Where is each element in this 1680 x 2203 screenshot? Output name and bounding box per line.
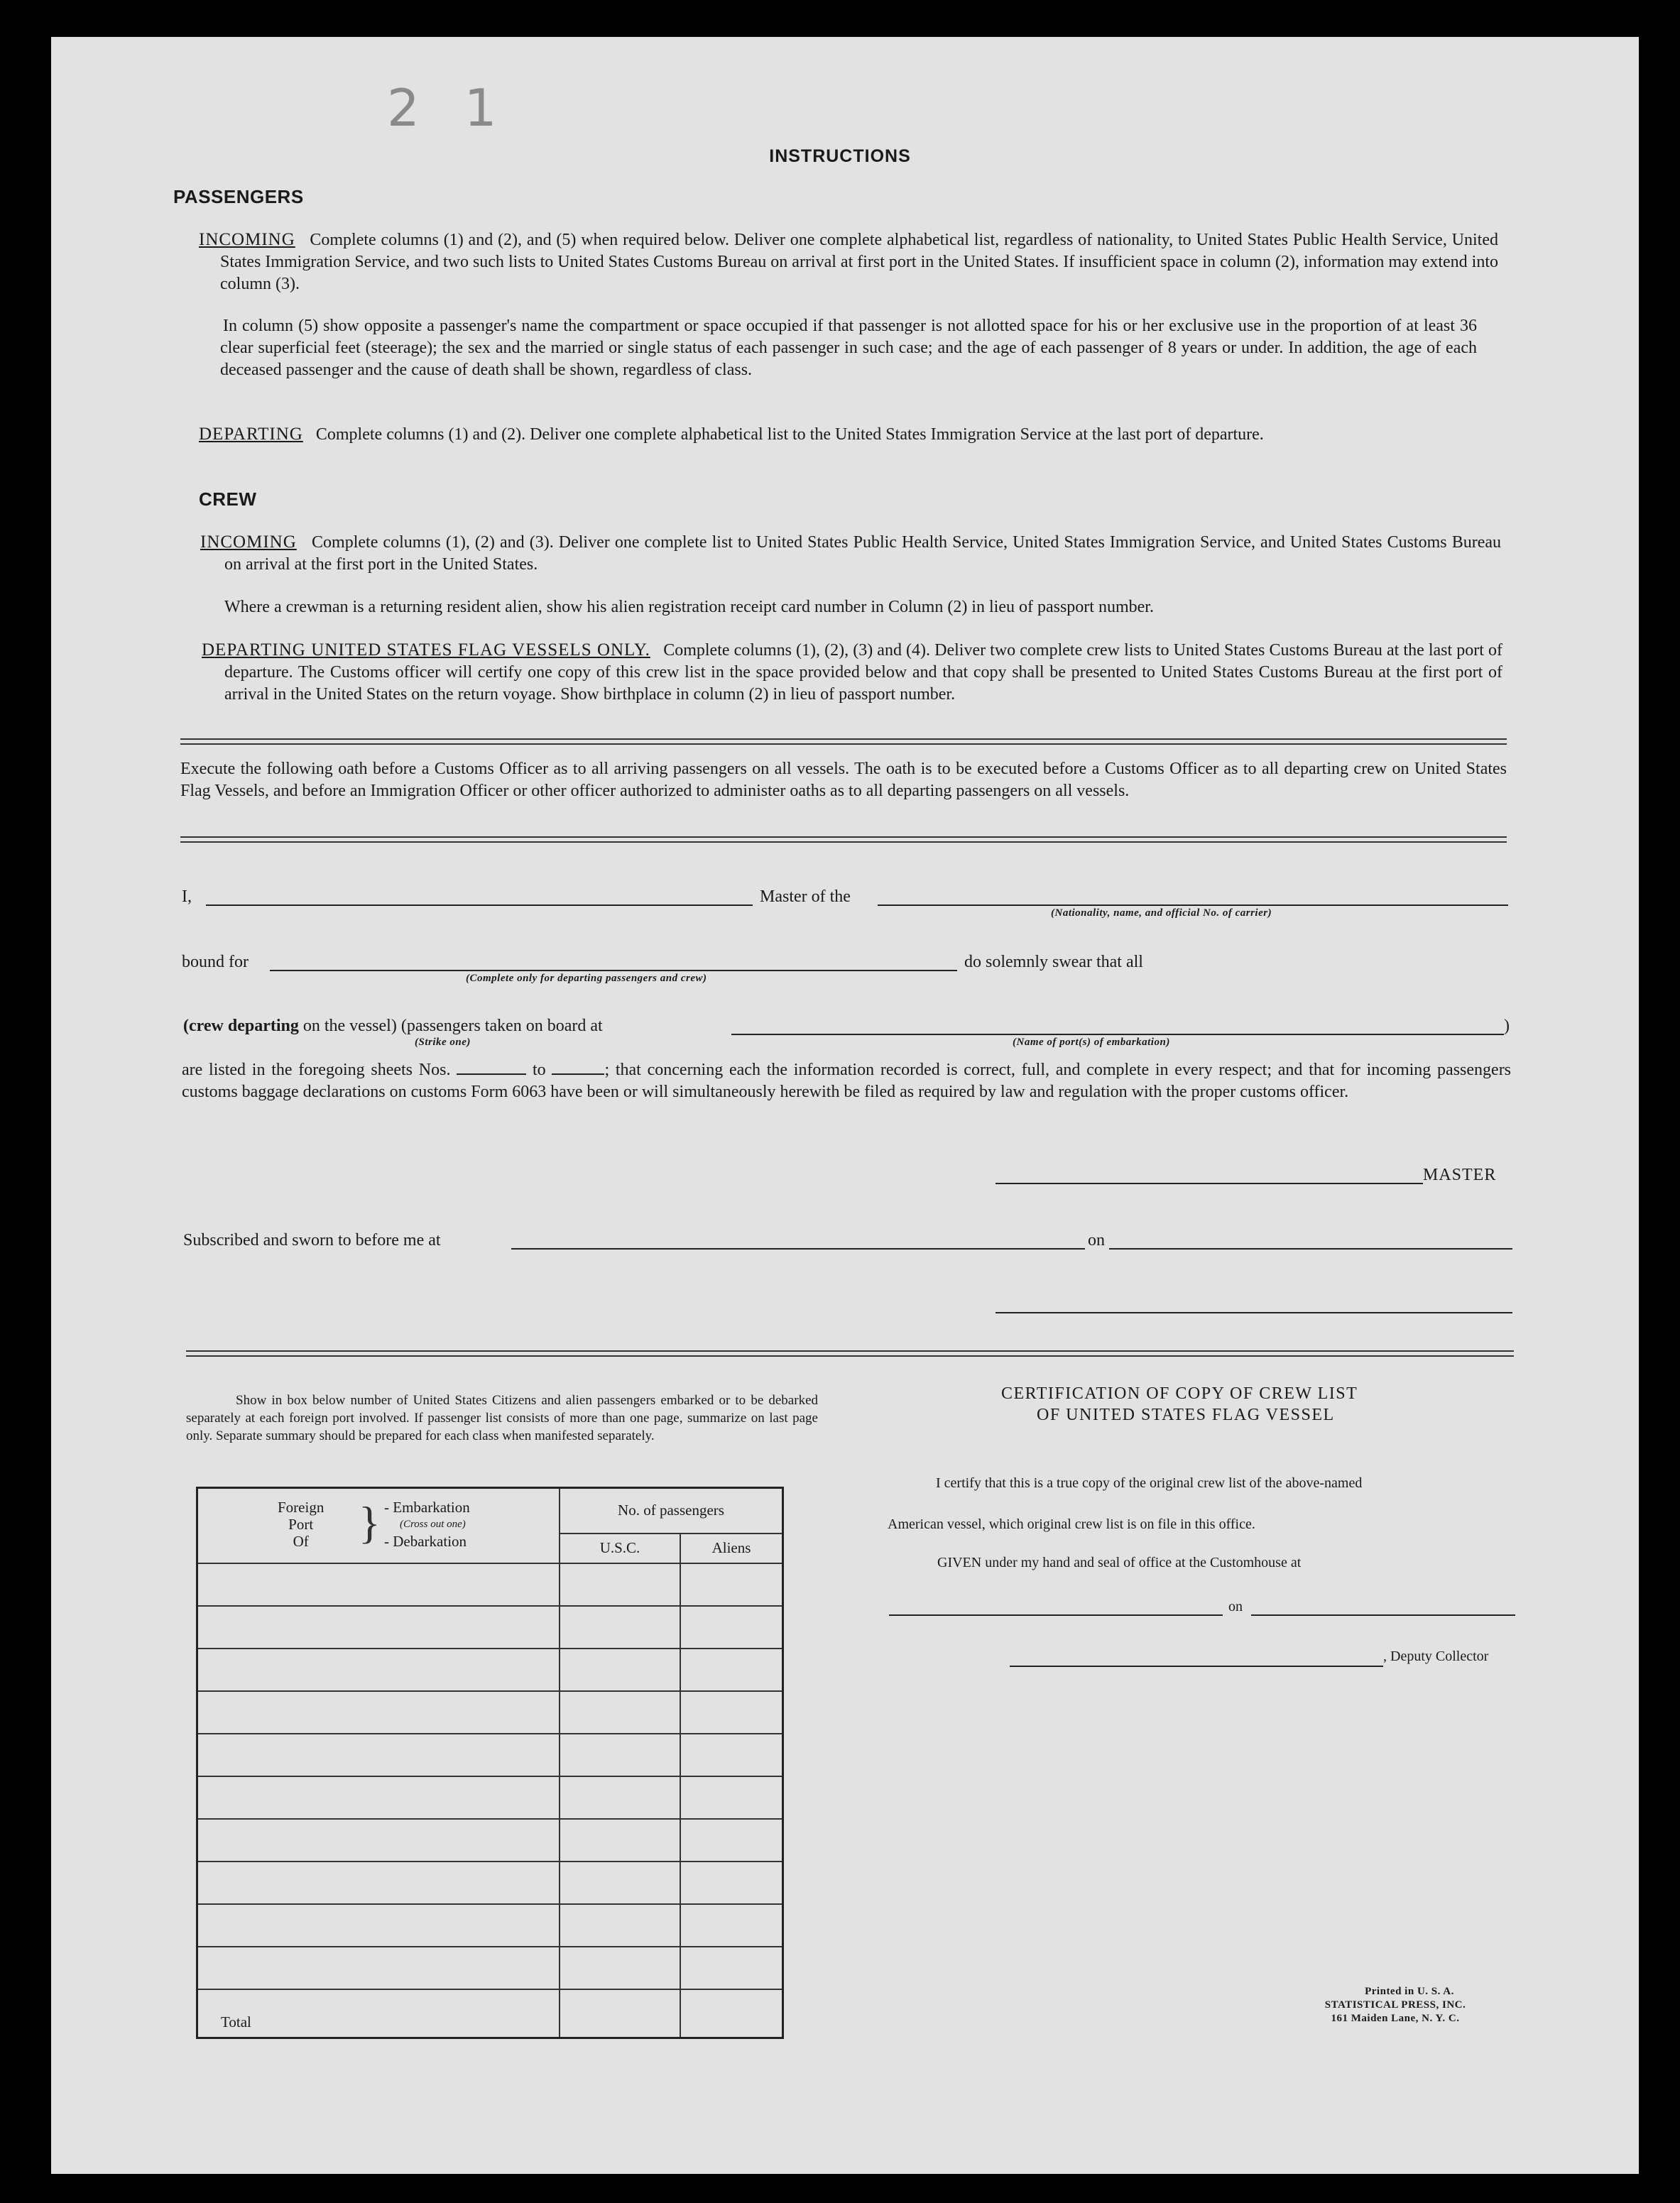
printer-line-1: Printed in U. S. A. bbox=[1365, 1986, 1454, 1997]
oath-intro-paragraph: Execute the following oath before a Customs Officer as to all arriving passengers on all vessels. The oath is to be executed before a Customs Officer as to all departing crew on United States Flag Vessels, and before an Immigration Officer or other officer authorized to administer oaths as to all departing passengers on all vessels. bbox=[180, 760, 1507, 800]
usc-cell[interactable] bbox=[560, 1947, 680, 1989]
usc-cell[interactable] bbox=[560, 1606, 680, 1649]
close-paren: ) bbox=[1504, 1017, 1510, 1035]
usc-cell[interactable] bbox=[560, 1691, 680, 1734]
usc-cell[interactable] bbox=[560, 1563, 680, 1606]
port-cell[interactable] bbox=[197, 1819, 560, 1862]
col-cross: (Cross out one) bbox=[400, 1519, 466, 1530]
port-cell[interactable] bbox=[197, 1776, 560, 1819]
sheet-to-field[interactable] bbox=[552, 1061, 604, 1075]
section-divider-top bbox=[180, 738, 1507, 740]
aliens-cell[interactable] bbox=[680, 1649, 783, 1691]
strike-caption: (Strike one) bbox=[415, 1037, 471, 1048]
passengers-incoming-text: Complete columns (1) and (2), and (5) when required below. Deliver one complete alphabetical list, regardless of nationality, to United States Public Health Service, United States Immigration Service, and two such lists to United States Customs Bureau on arrival at first port in the United States. If insufficient space in column (2), information may extend into column (3). bbox=[220, 231, 1498, 293]
oath-divider bbox=[180, 836, 1507, 838]
table-row bbox=[197, 1776, 783, 1819]
aliens-cell[interactable] bbox=[680, 1947, 783, 1989]
usc-cell[interactable] bbox=[560, 1649, 680, 1691]
col-embarkation: - Embarkation bbox=[384, 1499, 470, 1516]
passengers-count-header: No. of passengers bbox=[560, 1488, 783, 1534]
port-cell[interactable] bbox=[197, 1904, 560, 1947]
table-row bbox=[197, 1947, 783, 1989]
cert-on-label: on bbox=[1228, 1599, 1243, 1614]
aliens-cell[interactable] bbox=[680, 1691, 783, 1734]
crew-departing-text: Complete columns (1), (2), (3) and (4). Deliver two complete crew lists to United States Customs Bureau at the last port of departure. The Customs officer will certify one copy of this crew list in the space provided below and that copy shall be presented to United States Customs Bureau at the first port of arrival in the United States on the return voyage. Show birthplace in column (2) in lieu of passport number. bbox=[224, 641, 1502, 704]
deputy-collector-signature[interactable] bbox=[1010, 1666, 1383, 1667]
aliens-cell[interactable] bbox=[680, 1606, 783, 1649]
aliens-cell[interactable] bbox=[680, 1862, 783, 1904]
aliens-cell[interactable] bbox=[680, 1563, 783, 1606]
port-cell[interactable] bbox=[197, 1606, 560, 1649]
customhouse-field[interactable] bbox=[889, 1614, 1223, 1616]
certify-line-2: American vessel, which original crew list is on file in this office. bbox=[888, 1516, 1255, 1532]
passengers-departing-paragraph bbox=[199, 423, 1498, 446]
aliens-cell[interactable] bbox=[680, 1776, 783, 1819]
aliens-cell[interactable] bbox=[680, 1734, 783, 1776]
master-of-label: Master of the bbox=[760, 887, 851, 906]
sworn-place-field[interactable] bbox=[511, 1248, 1085, 1250]
certify-line-1: I certify that this is a true copy of the original crew list of the above-named bbox=[936, 1475, 1363, 1491]
usc-cell[interactable] bbox=[560, 1776, 680, 1819]
port-header-cell bbox=[197, 1488, 560, 1564]
table-row bbox=[197, 1904, 783, 1947]
passengers-incoming-paragraph bbox=[199, 229, 1498, 295]
table-row bbox=[197, 1862, 783, 1904]
i-label: I, bbox=[182, 887, 192, 906]
table-row bbox=[197, 1649, 783, 1691]
ports-caption: (Name of port(s) of embarkation) bbox=[1013, 1037, 1170, 1048]
instructions-title: INSTRUCTIONS bbox=[769, 146, 911, 166]
table-row bbox=[197, 1819, 783, 1862]
subscribed-label: Subscribed and sworn to before me at bbox=[183, 1231, 441, 1250]
crew-departing-rest: on the vessel) (passengers taken on board at bbox=[302, 1017, 603, 1035]
aliens-cell[interactable] bbox=[680, 1819, 783, 1862]
total-usc-cell[interactable] bbox=[560, 1989, 680, 2038]
certification-title-2: OF UNITED STATES FLAG VESSEL bbox=[1037, 1406, 1335, 1424]
port-cell[interactable] bbox=[197, 1734, 560, 1776]
usc-cell[interactable] bbox=[560, 1904, 680, 1947]
total-aliens-cell[interactable] bbox=[680, 1989, 783, 2038]
port-cell[interactable] bbox=[197, 1563, 560, 1606]
table-header-row bbox=[197, 1488, 783, 1534]
oath-divider-2 bbox=[180, 841, 1507, 843]
usc-header: U.S.C. bbox=[560, 1534, 680, 1563]
usc-cell[interactable] bbox=[560, 1819, 680, 1862]
section-divider-top-2 bbox=[180, 743, 1507, 745]
printer-line-2: STATISTICAL PRESS, INC. bbox=[1324, 1999, 1466, 2011]
printer-imprint bbox=[1278, 1985, 1512, 2026]
carrier-caption: (Nationality, name, and official No. of carrier) bbox=[1051, 907, 1272, 919]
passengers-departing-lead: DEPARTING bbox=[199, 425, 303, 444]
sworn-on-label: on bbox=[1088, 1231, 1105, 1250]
printer-line-3: 161 Maiden Lane, N. Y. C. bbox=[1331, 2013, 1460, 2024]
crew-incoming-text: Complete columns (1), (2) and (3). Deliver one complete list to United States Public Health Service, United States Immigration Service, and United States Customs Bureau on arrival at the first port in the United States. bbox=[224, 533, 1501, 574]
officer-signature-field[interactable] bbox=[996, 1312, 1512, 1313]
total-label: Total bbox=[197, 1989, 560, 2038]
handwritten-page-number: 2 1 bbox=[387, 78, 511, 138]
col-port: Port bbox=[288, 1516, 314, 1533]
usc-cell[interactable] bbox=[560, 1862, 680, 1904]
brace-glyph: } bbox=[359, 1497, 381, 1548]
crew-departing-paragraph bbox=[202, 639, 1502, 706]
embarkation-ports-field[interactable] bbox=[731, 1034, 1504, 1035]
summary-instructions: Show in box below number of United States Citizens and alien passengers embarked or to be debarked separately at each foreign port involved. If passenger list consists of more than one page, summarize on last page only. Separate summary should be prepared for each class when manifested separately. bbox=[186, 1393, 818, 1443]
listed-to: to bbox=[533, 1061, 546, 1079]
usc-cell[interactable] bbox=[560, 1734, 680, 1776]
passengers-column5-paragraph: In column (5) show opposite a passenger's name the compartment or space occupied if that passenger is not allotted space for his or her exclusive use in the proportion of at least 36 clear superficial feet (steerage); the sex and the married or single status of each passenger in such case; and the age of each passenger of 8 years or under. In addition, the age of each deceased passenger and the cause of death shall be shown, regardless of class. bbox=[220, 317, 1477, 379]
crew-departing-lead: DEPARTING UNITED STATES FLAG VESSELS ONLY. bbox=[202, 640, 650, 660]
table-row bbox=[197, 1691, 783, 1734]
table-row bbox=[197, 1606, 783, 1649]
crew-departing-bold: (crew departing bbox=[183, 1017, 299, 1035]
aliens-cell[interactable] bbox=[680, 1904, 783, 1947]
col-of: Of bbox=[293, 1533, 309, 1550]
master-label: MASTER bbox=[1423, 1166, 1497, 1184]
port-cell[interactable] bbox=[197, 1649, 560, 1691]
bound-for-label: bound for bbox=[182, 953, 249, 971]
passengers-heading: PASSENGERS bbox=[173, 186, 304, 207]
crew-incoming-lead: INCOMING bbox=[200, 532, 297, 552]
lower-divider-2 bbox=[186, 1355, 1514, 1357]
deputy-collector-label: , Deputy Collector bbox=[1383, 1649, 1489, 1664]
lower-divider bbox=[186, 1350, 1514, 1352]
table-row bbox=[197, 1734, 783, 1776]
listed-paragraph bbox=[182, 1059, 1511, 1103]
table-total-row bbox=[197, 1989, 783, 2038]
sheet-from-field[interactable] bbox=[457, 1061, 526, 1075]
bound-caption: (Complete only for departing passengers and crew) bbox=[466, 973, 707, 984]
carrier-field[interactable] bbox=[878, 904, 1508, 906]
port-cell[interactable] bbox=[197, 1691, 560, 1734]
certification-title-1: CERTIFICATION OF COPY OF CREW LIST bbox=[1001, 1384, 1358, 1403]
passengers-incoming-lead: INCOMING bbox=[199, 230, 295, 249]
port-cell[interactable] bbox=[197, 1947, 560, 1989]
port-cell[interactable] bbox=[197, 1862, 560, 1904]
swear-label: do solemnly swear that all bbox=[964, 953, 1143, 971]
col-foreign: Foreign bbox=[278, 1499, 324, 1516]
master-name-field[interactable] bbox=[206, 904, 753, 906]
master-signature-field[interactable] bbox=[996, 1183, 1423, 1184]
sworn-date-field[interactable] bbox=[1109, 1248, 1512, 1250]
crew-departing-line bbox=[183, 1017, 603, 1036]
passenger-summary-table bbox=[196, 1487, 784, 2039]
crew-heading: CREW bbox=[199, 488, 257, 510]
bound-for-field[interactable] bbox=[270, 970, 957, 971]
crew-resident-paragraph: Where a crewman is a returning resident alien, show his alien registration receipt card number in Column (2) in lieu of passport number. bbox=[224, 598, 1154, 616]
table-row bbox=[197, 1563, 783, 1606]
given-text: GIVEN under my hand and seal of office at the Customhouse at bbox=[937, 1555, 1302, 1570]
listed-pre: are listed in the foregoing sheets Nos. bbox=[182, 1061, 451, 1079]
aliens-header: Aliens bbox=[680, 1534, 783, 1563]
col-debarkation: - Debarkation bbox=[384, 1533, 467, 1550]
passengers-departing-text: Complete columns (1) and (2). Deliver one complete alphabetical list to the United States Immigration Service at the last port of departure. bbox=[315, 425, 1264, 444]
cert-date-field[interactable] bbox=[1251, 1614, 1515, 1616]
crew-incoming-paragraph bbox=[200, 531, 1501, 576]
listed-post: ; that concerning each the information recorded is correct, full, and complete in every respect; and that for incoming passengers customs baggage declarations on customs Form 6063 have been or will simultaneously herewith be filed as required by law and regulation with the proper customs officer. bbox=[182, 1061, 1512, 1101]
